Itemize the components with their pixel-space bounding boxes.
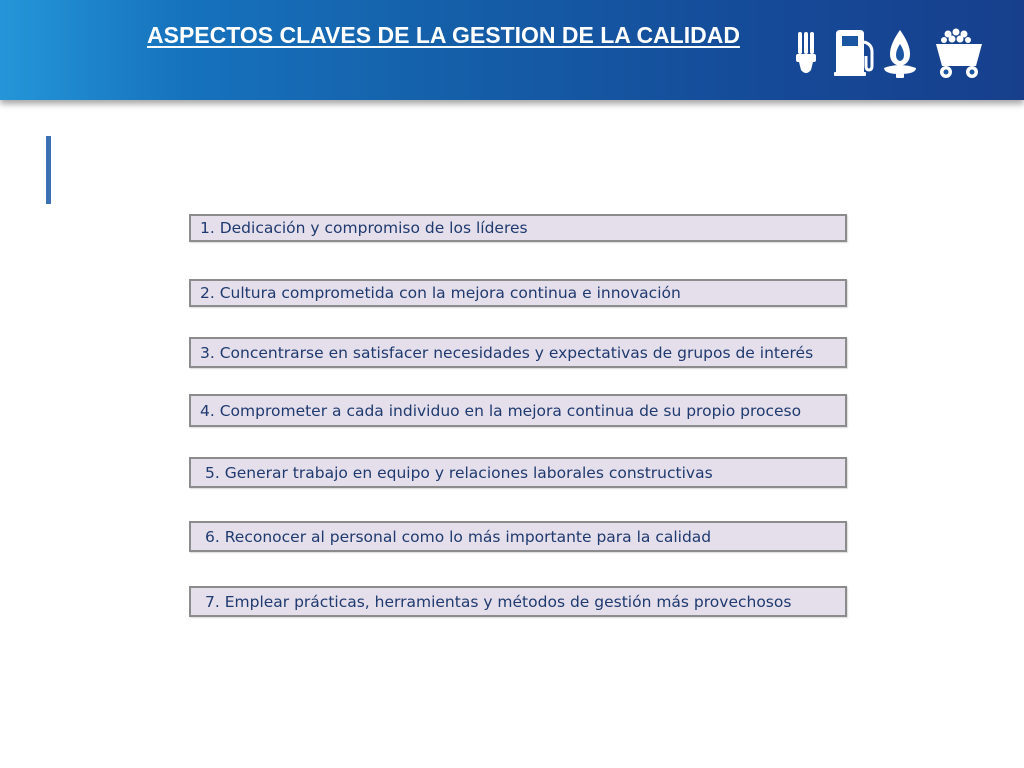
list-item-label: 3. Concentrarse en satisfacer necesidades y expectativas de grupos de interés [200,343,814,362]
list-item [189,279,847,307]
gas-flame-icon [884,30,916,78]
page-title: ASPECTOS CLAVES DE LA GESTION DE LA CALIDAD [147,22,740,48]
header-icons [790,26,990,82]
list-item [189,521,847,552]
list-item-label: 5. Generar trabajo en equipo y relaciones laborales constructivas [205,463,713,482]
fuel-pump-icon [834,30,872,76]
list-item-label: 1. Dedicación y compromiso de los líderes [200,219,528,237]
list-item [189,394,847,427]
accent-bar [46,136,51,204]
list-item-label: 6. Reconocer al personal como lo más importante para la calidad [205,527,712,546]
list-item-label: 7. Emplear prácticas, herramientas y métodos de gestión más provechosos [205,592,792,611]
list-item-label: 2. Cultura comprometida con la mejora continua e innovación [200,284,681,302]
list-item-label: 4. Comprometer a cada individuo en la mejora continua de su propio proceso [200,401,802,420]
light-bulb-icon [796,32,816,73]
coal-cart-icon [936,29,982,79]
list-item [189,457,847,488]
header-banner [0,0,1024,100]
list-item [189,214,847,242]
list-item [189,337,847,368]
list-item [189,586,847,617]
